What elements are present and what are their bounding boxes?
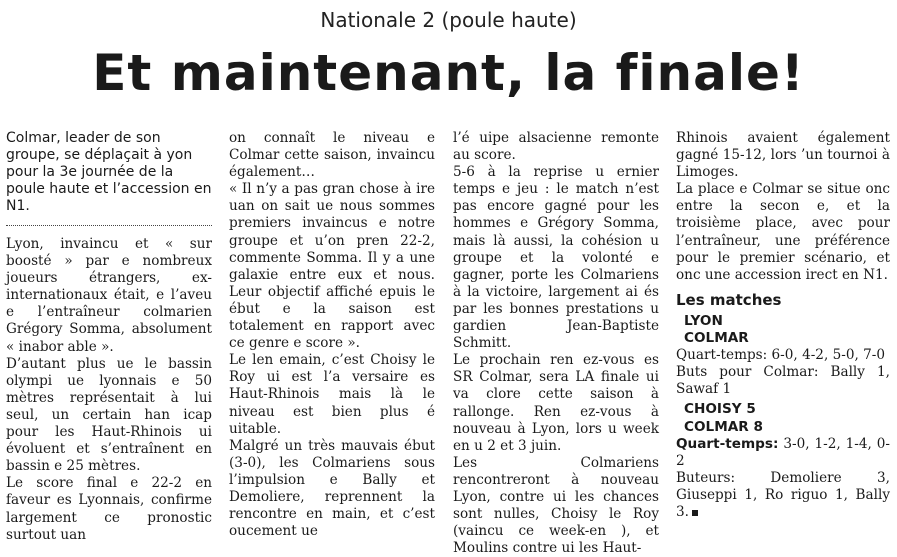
match-2-quarters-scores: 3-0, 1-2, 1-4, 0-2 (676, 435, 890, 469)
match-2-scorers-text: Buteurs: Demoliere 3, Giuseppi 1, Ro riguo 1, Bally 3. (676, 469, 890, 520)
article-column-1 (6, 130, 212, 543)
quote-paragraph: « Il n’y a pas gran chose à ire uan on sait ue nous sommes premiers invaincus e notre groupe et u’on pren 22-2, commente Somma. Il y a une galaxie entre eux et nous. Leur objectif affiché epuis le ébut e la saison est totalement en rapport avec ce genre e score ». (229, 181, 435, 352)
match-2-quarters-label: Quart-temps: (676, 435, 779, 452)
match-2-team-home: CHOISY 5 (684, 401, 756, 418)
body-paragraph: Lyon, invaincu et « sur boosté » par e nombreux joueurs étrangers, ex-internationaux était, e l’aveu e l’entraîneur colmarien Grégory Somma, absolument « inabor able ». (6, 236, 212, 355)
article-column-2 (229, 130, 435, 540)
match-1-team-away: COLMAR (684, 330, 749, 347)
headline: Et maintenant, la finale! (92, 44, 805, 102)
body-paragraph: Les Colmariens rencontreront à nouveau Lyon, contre ui les chances sont nulles, Choisy le Roy (vaincu ce week-en ), et Moulins contre ui les Haut- (453, 454, 659, 557)
match-2-team-away: COLMAR 8 (684, 418, 763, 435)
match-1-team-home: LYON (684, 312, 723, 329)
lead-paragraph: Colmar, leader de son groupe, se déplaçait à yon pour la 3e journée de la poule haute et l’accession en N1. (6, 130, 212, 214)
body-paragraph: l’é uipe alsacienne remonte au score. (453, 130, 659, 164)
match-1-scorers: Buts pour Colmar: Bally 1, Sawaf 1 (676, 364, 890, 398)
matches-heading: Les matches (676, 290, 782, 309)
body-paragraph: on connaît le niveau e Colmar cette saison, invaincu également… (229, 130, 435, 181)
kicker: Nationale 2 (poule haute) (320, 8, 577, 32)
body-paragraph: Malgré un très mauvais ébut (3-0), les Colmariens sous l’impulsion e Bally et Demoliere, reprennent la rencontre en main, et c’est oucement ue (229, 437, 435, 540)
body-paragraph: Le len emain, c’est Choisy le Roy ui est l’a versaire es Haut-Rhinois mais là le niveau est bien plus é uitable. (229, 352, 435, 437)
body-paragraph: Rhinois avaient également gagné 15-12, lors ’un tournoi à Limoges. (676, 130, 890, 181)
article-column-4 (676, 130, 890, 520)
match-2-quarters (676, 436, 890, 470)
body-paragraph: La place e Colmar se situe onc entre la secon e, et la troisième place, avec pour l’entraîneur, une préférence pour le premier scénario, et onc une accession irect en N1. (676, 181, 890, 283)
lead-separator (6, 225, 212, 226)
body-paragraph: 5-6 à la reprise u ernier temps e jeu : le match n’est pas encore gagné pour les hommes e Grégory Somma, mais là aussi, la cohésion u groupe et la volonté e gagner, porte les Colmariens à la victoire, largement ai és par les bonnes prestations u gardien Jean-Baptiste Schmitt. (453, 164, 659, 352)
match-2-scorers (676, 470, 890, 521)
body-paragraph: Le score final e 22-2 en faveur es Lyonnais, confirme largement ce pronostic surtout uan (6, 475, 212, 543)
match-1-quarters: Quart-temps: 6-0, 4-2, 5-0, 7-0 (676, 347, 886, 364)
article-column-3 (453, 130, 659, 557)
body-paragraph: D’autant plus ue le bassin olympi ue lyonnais e 50 mètres représentait à lui seul, un certain han icap pour les Haut-Rhinois ui évoluent et s’entraînent en bassin e 25 mètres. (6, 355, 212, 475)
end-of-article-mark (692, 510, 698, 516)
body-paragraph: Le prochain ren ez-vous es SR Colmar, sera LA finale ui va clore cette saison à rallonge. Ren ez-vous à nouveau à Lyon, lors u week en u 2 et 3 juin. (453, 352, 659, 454)
